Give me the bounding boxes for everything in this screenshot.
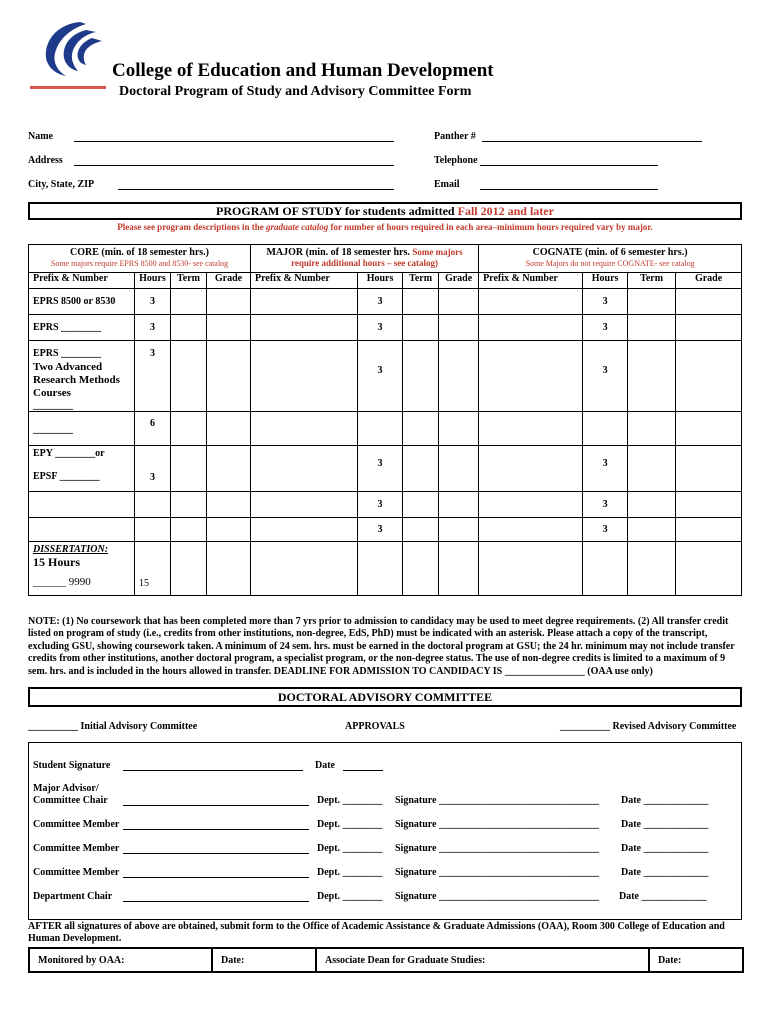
hours-cell[interactable]: 3 (358, 341, 403, 412)
program-of-study-table (28, 244, 742, 596)
grade-cell[interactable] (207, 446, 251, 492)
hours-cell[interactable] (135, 518, 171, 542)
hours-cell[interactable] (583, 412, 628, 446)
program-title-text: PROGRAM OF STUDY for students admitted (216, 204, 455, 218)
course-cell[interactable] (479, 492, 583, 518)
core-note: Some majors require EPRS 8500 and 8530- see catalog (50, 259, 229, 268)
instruction-part-a: Please see program descriptions in the (117, 222, 264, 232)
signature-box (28, 742, 742, 920)
column-header-row (29, 273, 742, 289)
dissertation-label: DISSERTATION: (33, 544, 109, 555)
program-title-term: Fall 2012 and later (457, 204, 554, 218)
table-row (29, 289, 742, 315)
term-cell[interactable] (628, 446, 676, 492)
major-advisor-label-1: Major Advisor/ (33, 783, 99, 794)
eprs-blank: EPRS ________ (33, 348, 102, 359)
program-instruction (28, 222, 742, 232)
associate-dean-field[interactable]: Associate Dean for Graduate Studies: (316, 948, 649, 972)
grade-cell[interactable] (676, 289, 742, 315)
hours-cell[interactable]: 3 (583, 446, 628, 492)
oaa-date-field[interactable]: Date: (212, 948, 316, 972)
table-section-header-row (29, 245, 742, 273)
department-chair-dept[interactable]: Dept. ________ (317, 891, 383, 902)
advisory-committee-title: DOCTORAL ADVISORY COMMITTEE (28, 687, 742, 707)
hours-cell[interactable]: 3 (358, 518, 403, 542)
term-cell[interactable] (628, 492, 676, 518)
panther-id-field[interactable] (482, 141, 702, 142)
column-header: Prefix & Number (251, 273, 358, 289)
term-cell[interactable] (171, 518, 207, 542)
course-cell[interactable] (479, 412, 583, 446)
submission-instructions: AFTER all signatures of above are obtained, submit form to the Office of Academic Assistance & Graduate Admissions (OAA), Room 300 College of Education and Human Development. (28, 921, 725, 945)
column-header: Grade (676, 273, 742, 289)
grade-cell[interactable] (207, 542, 251, 596)
table-row (29, 446, 742, 492)
cognate-header-cell (479, 245, 742, 273)
course-cell[interactable] (251, 518, 358, 542)
address-field[interactable] (74, 165, 394, 166)
epsf-blank: EPSF ________ (33, 471, 100, 482)
advanced-methods-blank: ________ (33, 400, 73, 411)
email-label: Email (434, 179, 460, 190)
student-signature-field[interactable] (123, 770, 303, 771)
program-of-study-title (28, 202, 742, 220)
panther-label: Panther # (434, 131, 476, 142)
term-cell[interactable] (171, 412, 207, 446)
dissertation-course-number: 9990 (68, 576, 91, 588)
term-cell[interactable] (403, 289, 439, 315)
hours-cell[interactable]: 6 (135, 412, 171, 446)
course-cell[interactable] (251, 492, 358, 518)
term-cell[interactable] (171, 315, 207, 341)
grade-cell[interactable] (207, 412, 251, 446)
department-chair-date[interactable]: Date _____________ (619, 891, 707, 902)
course-cell[interactable] (251, 341, 358, 412)
form-title: Doctoral Program of Study and Advisory Committee Form (119, 84, 472, 99)
course-cell[interactable]: EPRS 8500 or 8530 (29, 289, 135, 315)
committee-member-2-signature[interactable]: Signature ________________________________ (395, 843, 599, 854)
city-state-zip-field[interactable] (118, 189, 394, 190)
department-chair-name-field[interactable] (123, 901, 309, 902)
student-date-field[interactable] (343, 770, 383, 771)
course-cell[interactable] (29, 341, 135, 412)
committee-member-3-label: Committee Member (33, 867, 120, 878)
grade-cell[interactable] (207, 289, 251, 315)
committee-member-2-label: Committee Member (33, 843, 120, 854)
course-cell[interactable] (251, 412, 358, 446)
hours-cell[interactable]: 3 (358, 289, 403, 315)
program-notes: NOTE: (1) No coursework that has been completed more than 7 yrs prior to admission to candidacy may be used to meet degree requirements. (2) All transfer credit listed on program of study (i.e., credits from other institutions, non-degree, EdS, PhD) must be indicated with an asterisk. Please attach a copy of the transcript, excluding GSU, showing coursework taken. A minimum of 24 sem. hrs. must be earned in the doctoral program at GSU; the 24 hr. minimum may not include transfer credits from other institutions, another doctoral program, a specialist program, or the non-degree status. The use of non-degree credits is limited to a maximum of 9 sem. hrs. and is included in the hours allowed in transfer. DEADLINE FOR ADMISSION TO CANDIDACY IS ________________ (OAA use only) (28, 616, 735, 677)
grade-cell[interactable] (439, 315, 479, 341)
dissertation-hours-label: 15 Hours (33, 555, 81, 569)
course-cell[interactable] (479, 341, 583, 412)
grade-cell[interactable] (676, 341, 742, 412)
column-header: Hours (583, 273, 628, 289)
advanced-methods-label: Two Advanced Research Methods Courses (33, 361, 120, 399)
table-row (29, 492, 742, 518)
approvals-heading: APPROVALS (345, 721, 405, 732)
hours-cell[interactable]: 3 (583, 289, 628, 315)
telephone-label: Telephone (434, 155, 478, 166)
department-chair-label: Department Chair (33, 891, 113, 902)
grade-cell[interactable] (439, 446, 479, 492)
student-signature-label: Student Signature (33, 760, 111, 771)
committee-member-3-dept[interactable]: Dept. ________ (317, 867, 383, 878)
major-advisor-signature[interactable]: Signature ________________________________ (395, 795, 599, 806)
instruction-part-b: for number of hours required in each area–minimum hours required vary by major. (330, 222, 653, 232)
revised-committee-option[interactable]: __________ Revised Advisory Committee (560, 721, 737, 732)
committee-member-3-date[interactable]: Date _____________ (621, 867, 709, 878)
hours-cell[interactable]: 3 (135, 341, 171, 412)
department-chair-signature[interactable]: Signature ________________________________ (395, 891, 599, 902)
dissertation-prefix-blank: ______ (33, 576, 66, 588)
committee-member-2-date[interactable]: Date _____________ (621, 843, 709, 854)
column-header: Grade (439, 273, 479, 289)
column-header: Prefix & Number (479, 273, 583, 289)
term-cell[interactable] (171, 542, 207, 596)
term-cell[interactable] (628, 542, 676, 596)
instruction-catalog: graduate catalog (266, 222, 329, 232)
term-cell[interactable] (403, 542, 439, 596)
hours-cell[interactable] (358, 412, 403, 446)
major-advisor-date[interactable]: Date _____________ (621, 795, 709, 806)
course-cell[interactable] (29, 518, 135, 542)
name-label: Name (28, 131, 53, 142)
committee-member-2-dept[interactable]: Dept. ________ (317, 843, 383, 854)
column-header: Term (171, 273, 207, 289)
grade-cell[interactable] (439, 542, 479, 596)
hours-cell[interactable]: 3 (583, 315, 628, 341)
term-cell[interactable] (171, 289, 207, 315)
major-advisor-name-field[interactable] (123, 805, 309, 806)
hours-cell[interactable]: 3 (583, 518, 628, 542)
hours-cell[interactable]: 3 (358, 492, 403, 518)
table-row (29, 412, 742, 446)
column-header: Term (403, 273, 439, 289)
grade-cell[interactable] (207, 492, 251, 518)
hours-cell[interactable] (583, 542, 628, 596)
monitored-by-oaa-field[interactable]: Monitored by OAA: (29, 948, 212, 972)
column-header: Grade (207, 273, 251, 289)
major-advisor-dept[interactable]: Dept. ________ (317, 795, 383, 806)
term-cell[interactable] (403, 341, 439, 412)
column-header: Hours (135, 273, 171, 289)
hours-cell[interactable]: 15 (135, 542, 171, 596)
major-header-cell (251, 245, 479, 273)
core-header: CORE (min. of 18 semester hrs.) (70, 247, 209, 258)
course-cell[interactable]: EPRS ________ (29, 315, 135, 341)
course-cell[interactable] (479, 518, 583, 542)
address-label: Address (28, 155, 63, 166)
course-cell[interactable]: ________ (29, 412, 135, 446)
initial-committee-option[interactable]: __________ Initial Advisory Committee (28, 721, 198, 732)
committee-member-1-date[interactable]: Date _____________ (621, 819, 709, 830)
table-row (29, 315, 742, 341)
course-cell[interactable] (251, 315, 358, 341)
table-row (29, 341, 742, 412)
term-cell[interactable] (403, 518, 439, 542)
grade-cell[interactable] (676, 446, 742, 492)
grade-cell[interactable] (676, 315, 742, 341)
grade-cell[interactable] (439, 412, 479, 446)
hours-cell[interactable]: 3 (358, 315, 403, 341)
committee-member-1-dept[interactable]: Dept. ________ (317, 819, 383, 830)
committee-member-1-signature[interactable]: Signature ________________________________ (395, 819, 599, 830)
name-field[interactable] (74, 141, 394, 142)
city-state-zip-label: City, State, ZIP (28, 179, 95, 190)
dissertation-cell[interactable] (29, 542, 135, 596)
column-header: Hours (358, 273, 403, 289)
university-logo-icon (28, 16, 110, 96)
course-cell[interactable] (251, 446, 358, 492)
core-header-cell (29, 245, 251, 273)
grade-cell[interactable] (207, 518, 251, 542)
epy-blank: EPY ________or (33, 448, 105, 459)
course-cell[interactable] (251, 542, 358, 596)
hours-cell[interactable] (358, 542, 403, 596)
course-cell[interactable] (29, 492, 135, 518)
committee-member-3-signature[interactable]: Signature ________________________________ (395, 867, 599, 878)
grade-cell[interactable] (207, 341, 251, 412)
grade-cell[interactable] (676, 492, 742, 518)
grade-cell[interactable] (676, 412, 742, 446)
grade-cell[interactable] (207, 315, 251, 341)
term-cell[interactable] (171, 341, 207, 412)
course-cell[interactable] (251, 289, 358, 315)
grade-cell[interactable] (439, 518, 479, 542)
term-cell[interactable] (171, 446, 207, 492)
major-advisor-label-2: Committee Chair (33, 795, 108, 806)
student-date-label: Date (315, 760, 335, 771)
course-cell[interactable] (479, 542, 583, 596)
term-cell[interactable] (403, 492, 439, 518)
course-cell[interactable] (29, 446, 135, 492)
term-cell[interactable] (628, 518, 676, 542)
grade-cell[interactable] (676, 542, 742, 596)
column-header: Prefix & Number (29, 273, 135, 289)
hours-cell[interactable]: 3 (135, 289, 171, 315)
hours-cell[interactable] (135, 492, 171, 518)
telephone-field[interactable] (480, 165, 658, 166)
column-header: Term (628, 273, 676, 289)
term-cell[interactable] (403, 446, 439, 492)
table-row (29, 518, 742, 542)
term-cell[interactable] (171, 492, 207, 518)
associate-dean-date-field[interactable]: Date: (649, 948, 743, 972)
course-cell[interactable] (479, 289, 583, 315)
committee-member-1-name-field[interactable] (123, 829, 309, 830)
dissertation-row (29, 542, 742, 596)
term-cell[interactable] (628, 341, 676, 412)
hours-cell[interactable]: 3 (583, 341, 628, 412)
email-field[interactable] (480, 189, 658, 190)
hours-cell[interactable]: 3 (583, 492, 628, 518)
committee-member-1-label: Committee Member (33, 819, 120, 830)
cognate-header: COGNATE (min. of 6 semester hrs.) (532, 247, 688, 258)
hours-cell[interactable]: 3 (135, 315, 171, 341)
grade-cell[interactable] (439, 492, 479, 518)
grade-cell[interactable] (676, 518, 742, 542)
committee-member-3-name-field[interactable] (123, 877, 309, 878)
major-note-b: require additional hours – see catalog) (291, 258, 439, 268)
committee-member-2-name-field[interactable] (123, 853, 309, 854)
grade-cell[interactable] (439, 289, 479, 315)
major-header: MAJOR (min. of 18 semester hrs. (266, 247, 410, 258)
term-cell[interactable] (403, 412, 439, 446)
course-cell[interactable] (479, 315, 583, 341)
college-title: College of Education and Human Development (112, 60, 494, 81)
term-cell[interactable] (628, 412, 676, 446)
hours-cell[interactable]: 3 (358, 446, 403, 492)
term-cell[interactable] (403, 315, 439, 341)
grade-cell[interactable] (439, 341, 479, 412)
oaa-table (28, 947, 744, 973)
term-cell[interactable] (628, 289, 676, 315)
cognate-note: Some Majors do not require COGNATE- see catalog (525, 259, 695, 268)
term-cell[interactable] (628, 315, 676, 341)
major-note-a: Some majors (412, 247, 463, 257)
course-cell[interactable] (479, 446, 583, 492)
hours-cell[interactable]: 3 (135, 446, 171, 492)
